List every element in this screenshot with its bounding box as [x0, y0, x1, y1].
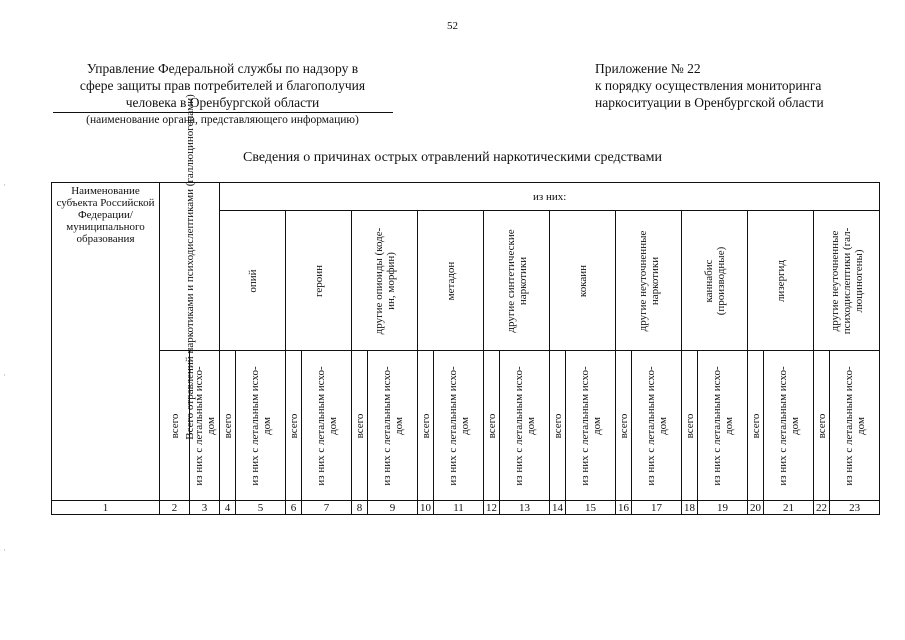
column-number: 3	[190, 501, 220, 515]
col-header-total-count: всего	[748, 351, 764, 501]
column-number: 23	[830, 501, 880, 515]
col-header-fatal-count: из них с летальным исхо- дом	[764, 351, 814, 501]
column-number: 7	[302, 501, 352, 515]
col-header-substance: другие неуточненные психодислептики (гал- люциногены)	[814, 211, 880, 351]
col-header-total-count: всего	[286, 351, 302, 501]
col-header-of-which: из них:	[220, 183, 880, 211]
column-number: 11	[434, 501, 484, 515]
col-header-fatal-count: из них с летальным исхо- дом	[632, 351, 682, 501]
col-header-total-count: всего	[160, 351, 190, 501]
column-number: 6	[286, 501, 302, 515]
column-number: 13	[500, 501, 550, 515]
col-header-fatal-count: из них с летальным исхо- дом	[566, 351, 616, 501]
org-line-1: Управление Федеральной службы по надзору в	[86, 61, 359, 76]
column-number: 21	[764, 501, 814, 515]
org-line-3: человека в Оренбургской области	[125, 95, 320, 110]
appendix-line-2: к порядку осуществления мониторинга	[595, 78, 822, 93]
col-header-total-count: всего	[814, 351, 830, 501]
col-header-total-count: всего	[418, 351, 434, 501]
col-header-fatal-count: из них с летальным исхо- дом	[500, 351, 550, 501]
col-header-substance: другие неуточненные наркотики	[616, 211, 682, 351]
col-header-substance: каннабис (производные)	[682, 211, 748, 351]
margin-mark: ·	[3, 180, 6, 190]
column-number: 18	[682, 501, 698, 515]
column-number: 22	[814, 501, 830, 515]
column-number: 2	[160, 501, 190, 515]
margin-mark: ·	[3, 545, 6, 555]
col-header-fatal-count: из них с летальным исхо- дом	[698, 351, 748, 501]
col-header-fatal-count: из них с летальным исхо- дом	[434, 351, 484, 501]
col-header-total-count: всего	[550, 351, 566, 501]
document-title: Сведения о причинах острых отравлений наркотическими средствами	[243, 150, 662, 165]
col-header-substance: героин	[286, 211, 352, 351]
column-number: 9	[368, 501, 418, 515]
col-header-total-count: всего	[484, 351, 500, 501]
org-caption: (наименование органа, представляющего информацию)	[86, 114, 359, 126]
col-header-substance: лизергид	[748, 211, 814, 351]
column-number: 5	[236, 501, 286, 515]
col-header-substance: опий	[220, 211, 286, 351]
col-header-region: Наименование субъекта Российской Федерации/ муниципального образования	[52, 183, 160, 501]
col-header-fatal-count: из них с летальным исхо- дом	[302, 351, 352, 501]
column-number: 15	[566, 501, 616, 515]
column-number: 14	[550, 501, 566, 515]
col-header-substance: другие опиоиды (коде- ин, морфин)	[352, 211, 418, 351]
appendix-block	[595, 60, 885, 111]
column-number: 1	[52, 501, 160, 515]
column-number: 8	[352, 501, 368, 515]
appendix-line-1: Приложение № 22	[595, 61, 701, 76]
column-number: 17	[632, 501, 682, 515]
col-header-substance: кокаин	[550, 211, 616, 351]
col-header-fatal-count: из них с летальным исхо- дом	[190, 351, 220, 501]
col-header-fatal-count: из них с летальным исхо- дом	[236, 351, 286, 501]
col-header-fatal-count: из них с летальным исхо- дом	[368, 351, 418, 501]
col-header-total-count: всего	[682, 351, 698, 501]
page-number: 52	[447, 20, 458, 32]
margin-mark: ·	[3, 370, 6, 380]
col-header-total-count: всего	[352, 351, 368, 501]
column-number: 16	[616, 501, 632, 515]
appendix-line-3: наркоситуации в Оренбургской области	[595, 95, 824, 110]
col-header-substance: метадон	[418, 211, 484, 351]
column-number: 4	[220, 501, 236, 515]
col-header-total: Всего отравлений наркотиками и психодислептиками (галлюциногенами)	[160, 183, 220, 351]
col-header-fatal-count: из них с летальным исхо- дом	[830, 351, 880, 501]
column-number: 19	[698, 501, 748, 515]
col-header-total-count: всего	[220, 351, 236, 501]
column-number: 10	[418, 501, 434, 515]
column-number: 12	[484, 501, 500, 515]
col-header-total-count: всего	[616, 351, 632, 501]
column-number: 20	[748, 501, 764, 515]
reporting-organization-block	[50, 60, 395, 127]
org-line-2: сфере защиты прав потребителей и благополучия	[79, 78, 366, 93]
col-header-substance: другие синтетические наркотики	[484, 211, 550, 351]
